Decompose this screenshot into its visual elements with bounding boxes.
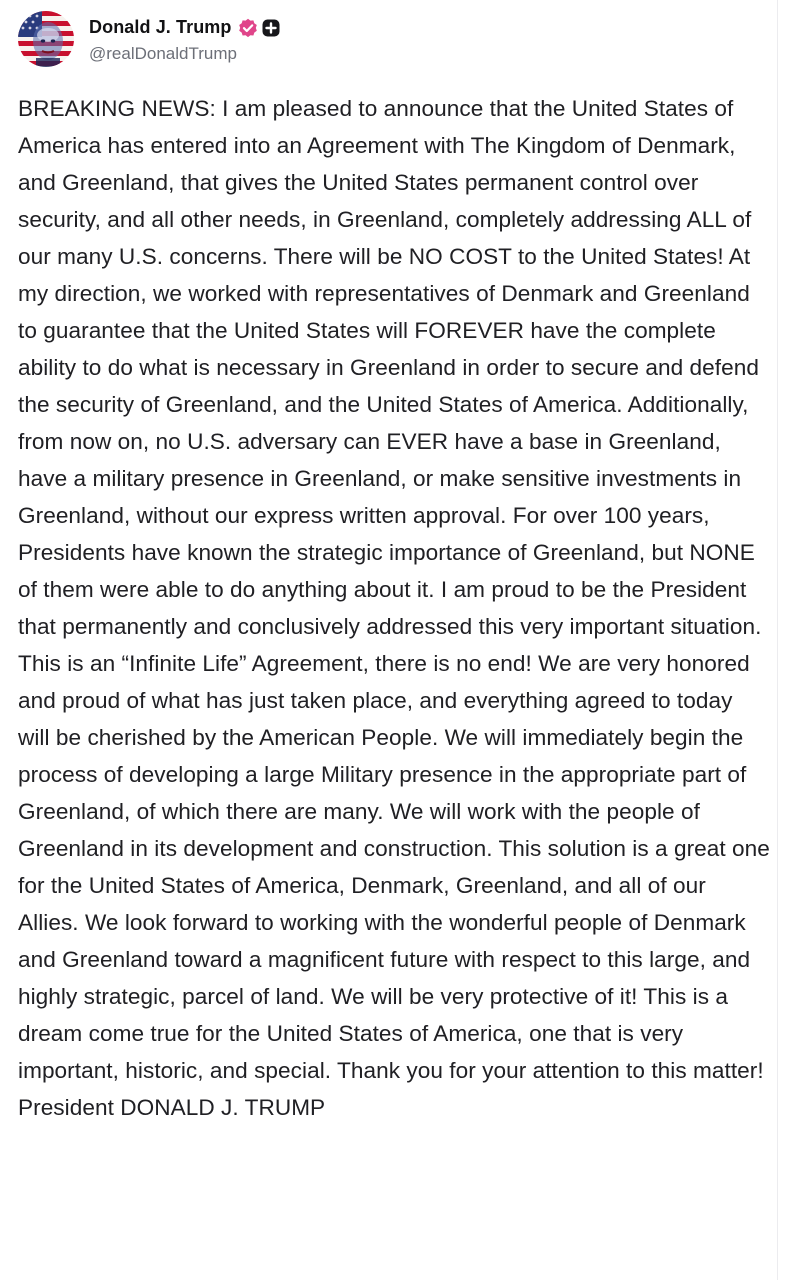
author-identity xyxy=(89,15,280,64)
verified-badge-icon xyxy=(238,18,258,38)
author-name-row xyxy=(89,15,280,41)
plus-badge-icon xyxy=(262,19,280,37)
author-handle[interactable]: @realDonaldTrump xyxy=(89,43,237,63)
post-body-text: BREAKING NEWS: I am pleased to announce that the United States of America has entered into an Agreement with The Kingdom of Denmark, and Greenland, that gives the United States permanent control over security, and all other needs, in Greenland, completely addressing ALL of our many U.S. concerns. There will be NO COST to the United States! At my direction, we worked with representatives of Denmark and Greenland to guarantee that the United States will FOREVER have the complete ability to do what is necessary in Greenland in order to secure and defend the security of Greenland, and the United States of America. Additionally, from now on, no U.S. adversary can EVER have a base in Greenland, have a military presence in Greenland, or make sensitive investments in Greenland, without our express written approval. For over 100 years, Presidents have known the strategic importance of Greenland, but NONE of them were able to do anything about it. I am proud to be the President that permanently and conclusively addressed this very important situation. This is an “Infinite Life” Agreement, there is no end! We are very honored and proud of what has just taken place, and everything agreed to today will be cherished by the American People. We will immediately begin the process of developing a large Military presence in the appropriate part of Greenland, of which there are many. We will work with the people of Greenland in its development and construction. This solution is a great one for the United States of America, Denmark, Greenland, and all of our Allies. We look forward to working with the wonderful people of Denmark and Greenland toward a magnificent future with respect to this large, and highly strategic, parcel of land. We will be very protective of it! This is a dream come true for the United States of America, one that is very important, historic, and special. Thank you for your attention to this matter! President DONALD J. TRUMP xyxy=(18,96,770,1120)
avatar[interactable] xyxy=(18,11,74,67)
post-header xyxy=(18,10,280,68)
author-display-name[interactable]: Donald J. Trump xyxy=(89,17,232,37)
panel-divider xyxy=(777,0,778,1280)
avatar-portrait-icon xyxy=(18,11,74,67)
